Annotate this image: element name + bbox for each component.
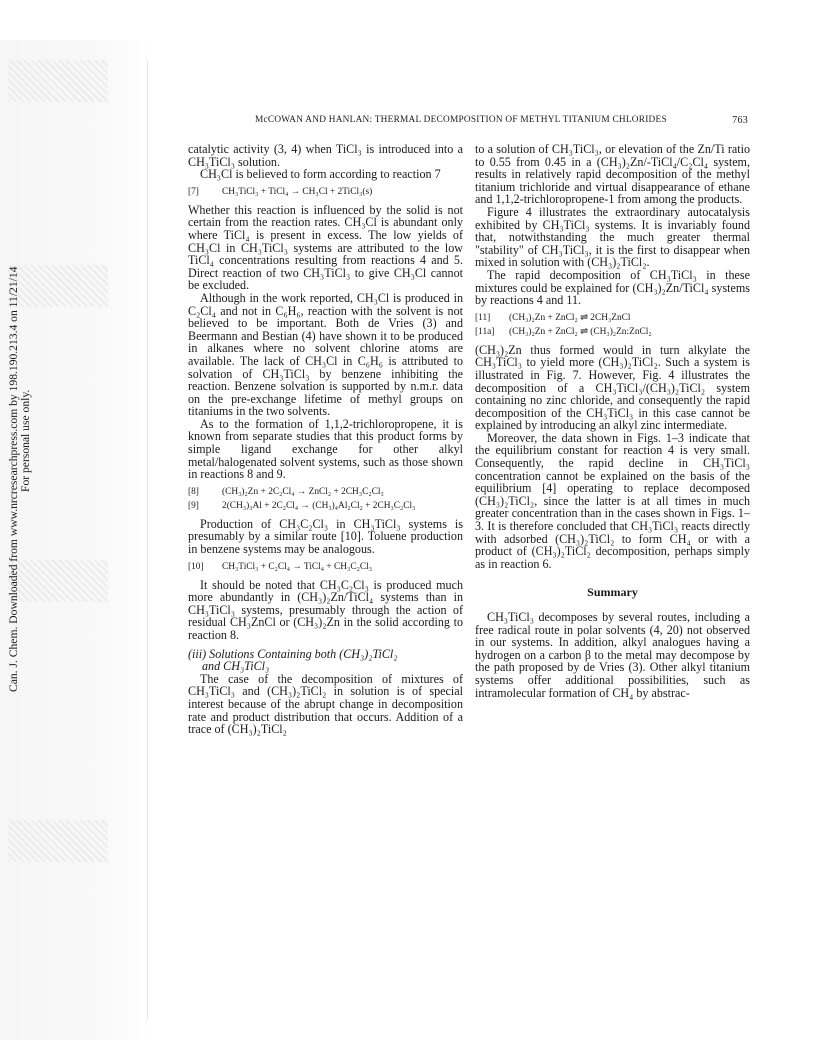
equation-number: [8] bbox=[188, 486, 199, 497]
paragraph: (CH₃)₂Zn thus formed would in turn alkylate the CH₃TiCl₃ to yield more (CH₃)₂TiCl₂. Such a system is illustrated in Fig. 7. However, Fig. 4 illustrates the decomposition of a CH₃TiCl₃/(CH₃)₂TiCl₂ system containing no zinc chloride, and consequently the rapid decomposition of the CH₃TiCl₃ in this case cannot be explained by introducing an alkyl zinc intermediate. bbox=[475, 342, 750, 433]
equation-formula: (CH₃)₂Zn + ZnCl₂ ⇌ 2CH₃ZnCl bbox=[509, 312, 631, 323]
equation-number: [11a] bbox=[475, 326, 495, 337]
paragraph: Although in the work reported, CH₃Cl is produced in C₂Cl₄ and not in C₆H₆, reaction with the solvent is not believed to be important. Both de Vries (3) and Beermann and Bestian (4) have shown it to be produced in alkanes where no solvent chlorine atoms are available. The lack of CH₃Cl in C₆H₆ is attributed to solvation of CH₃TiCl₃ by benzene inhibiting the reaction. Benzene solvation is supported by n.m.r. data on the pre-exchange lifetime of methyl groups on titaniums in the two solvents. bbox=[188, 290, 463, 419]
equation-formula: CH₃TiCl₃ + C₂Cl₄ → TiCl₄ + CH₃C₂Cl₃ bbox=[222, 561, 372, 572]
equation-11 bbox=[475, 312, 750, 324]
right-column bbox=[475, 143, 750, 699]
paragraph: to a solution of CH₃TiCl₃, or elevation of the Zn/Ti ratio to 0.55 from 0.45 in a (CH₃)₂Zn/-TiCl₄/C₂Cl₄ system, results in relatively rapid decomposition of the methyl titanium trichloride and virtual disappearance of ethane and 1,1,2-trichloropropene-1 from among the products. bbox=[475, 142, 750, 207]
equation-number: [10] bbox=[188, 561, 204, 572]
left-column bbox=[188, 143, 463, 736]
equation-formula: CH₃TiCl₃ + TiCl₄ → CH₃Cl + 2TiCl₃(s) bbox=[222, 186, 373, 197]
download-note-text bbox=[8, 267, 32, 692]
equation-11a bbox=[475, 326, 750, 338]
running-header bbox=[188, 115, 748, 131]
subsection-heading-line2: and CH₃TiCl₃ bbox=[202, 659, 270, 674]
paragraph: Figure 4 illustrates the extraordinary autocatalysis exhibited by CH₃TiCl₃ systems. It is invariably found that, notwithstanding the much greater thermal "stability" of CH₃TiCl₃, it is the first to disappear when mixed in solution with (CH₃)₂TiCl₂. bbox=[475, 204, 750, 270]
download-note-line2: For personal use only. bbox=[19, 389, 32, 492]
section-heading: Summary bbox=[587, 585, 638, 600]
equation-number: [11] bbox=[475, 312, 491, 323]
paragraph: As to the formation of 1,1,2-trichloropropene, it is known from separate studies that this product forms by simple ligand exchange for other alkyl metal/halogenated solvent systems, such as those shown in reactions 8 and 9. bbox=[188, 416, 463, 482]
subsection-heading bbox=[188, 648, 463, 673]
subsection-heading-line1: (iii) Solutions Containing both (CH₃)₂TiCl₂ bbox=[188, 646, 398, 661]
equation-formula: (CH₃)₂Zn + ZnCl₂ ⇌ (CH₃)₂Zn:ZnCl₂ bbox=[509, 326, 652, 337]
paragraph: The case of the decomposition of mixtures of CH₃TiCl₃ and (CH₃)₂TiCl₂ in solution is of special interest because of the abrupt change in decomposition rate and product distribution that occurs. Addition of a trace of (CH₃)₂TiCl₂ bbox=[188, 671, 463, 737]
paragraph: Moreover, the data shown in Figs. 1–3 indicate that the equilibrium constant for reaction 4 is very small. Consequently, the rapid decline in CH₃TiCl₃ concentration cannot be explained on the basis of the equilibrium [4] operating to replace decomposed (CH₃)₂TiCl₂, since the latter is at all times in much greater concentration than in the cases shown in Figs. 1–3. It is therefore concluded that CH₃TiCl₃ reacts directly with adsorbed (CH₃)₂TiCl₂ to form CH₄ or with a product of (CH₃)₂TiCl₂ decomposition, perhaps simply as in reaction 6. bbox=[475, 430, 750, 571]
download-note-line1: Can. J. Chem. Downloaded from www.nrcresearchpress.com by 198.190.213.4 on 11/21/14 bbox=[7, 266, 20, 692]
equation-8 bbox=[188, 486, 463, 498]
paragraph: It should be noted that CH₃C₂Cl₃ is produced much more abundantly in (CH₃)₂Zn/TiCl₄ systems than in CH₃TiCl₃ systems, presumably through the action of residual CH₃ZnCl or (CH₃)₂Zn in the solid according to reaction 8. bbox=[188, 577, 463, 642]
scan-edge-line bbox=[147, 60, 148, 1020]
equation-9 bbox=[188, 500, 463, 512]
download-watermark bbox=[0, 0, 30, 1052]
paragraph: CH₃TiCl₃ decomposes by several routes, including a free radical route in polar solvents (4, 20) not observed in our systems. In addition, alkyl analogues having a hydrogen on a carbon β to the metal may decompose by the path proposed by de Vries (3). Other alkyl titanium systems offer additional possibilities, such as intramolecular formation of CH₄ by abstrac- bbox=[475, 610, 750, 700]
equation-number: [7] bbox=[188, 186, 199, 197]
equation-7 bbox=[188, 186, 463, 198]
paragraph: CH₃Cl is believed to form according to reaction 7 bbox=[200, 167, 441, 182]
paragraph: Production of CH₃C₂Cl₃ in CH₃TiCl₃ systems is presumably by a similar route [10]. Toluene production in benzene systems may be analogous. bbox=[188, 516, 463, 557]
paragraph: catalytic activity (3, 4) when TiCl₃ is introduced into a CH₃TiCl₃ solution. bbox=[188, 142, 463, 169]
paragraph: The rapid decomposition of CH₃TiCl₃ in these mixtures could be explained for (CH₃)₂Zn/TiCl₄ systems by reactions 4 and 11. bbox=[475, 267, 750, 308]
running-title: McCOWAN AND HANLAN: THERMAL DECOMPOSITION OF METHYL TITANIUM CHLORIDES bbox=[255, 115, 667, 125]
paragraph: Whether this reaction is influenced by the solid is not certain from the reaction rates. CH₃Cl is abundant only where TiCl₄ is present in excess. The low yields of CH₃Cl in CH₃TiCl₃ systems are attributed to the low TiCl₄ concentrations resulting from reactions 4 and 5. Direct reaction of two CH₃TiCl₃ to give CH₃Cl cannot be excluded. bbox=[188, 202, 463, 293]
equation-10 bbox=[188, 561, 463, 573]
equation-number: [9] bbox=[188, 500, 199, 511]
equation-formula: (CH₃)₂Zn + 2C₂Cl₄ → ZnCl₂ + 2CH₃C₂Cl₃ bbox=[222, 486, 384, 497]
page-number: 763 bbox=[732, 115, 748, 126]
equation-formula: 2(CH₃)₃Al + 2C₂Cl₄ → (CH₃)₄Al₂Cl₂ + 2CH₃C₂Cl₃ bbox=[222, 500, 416, 511]
